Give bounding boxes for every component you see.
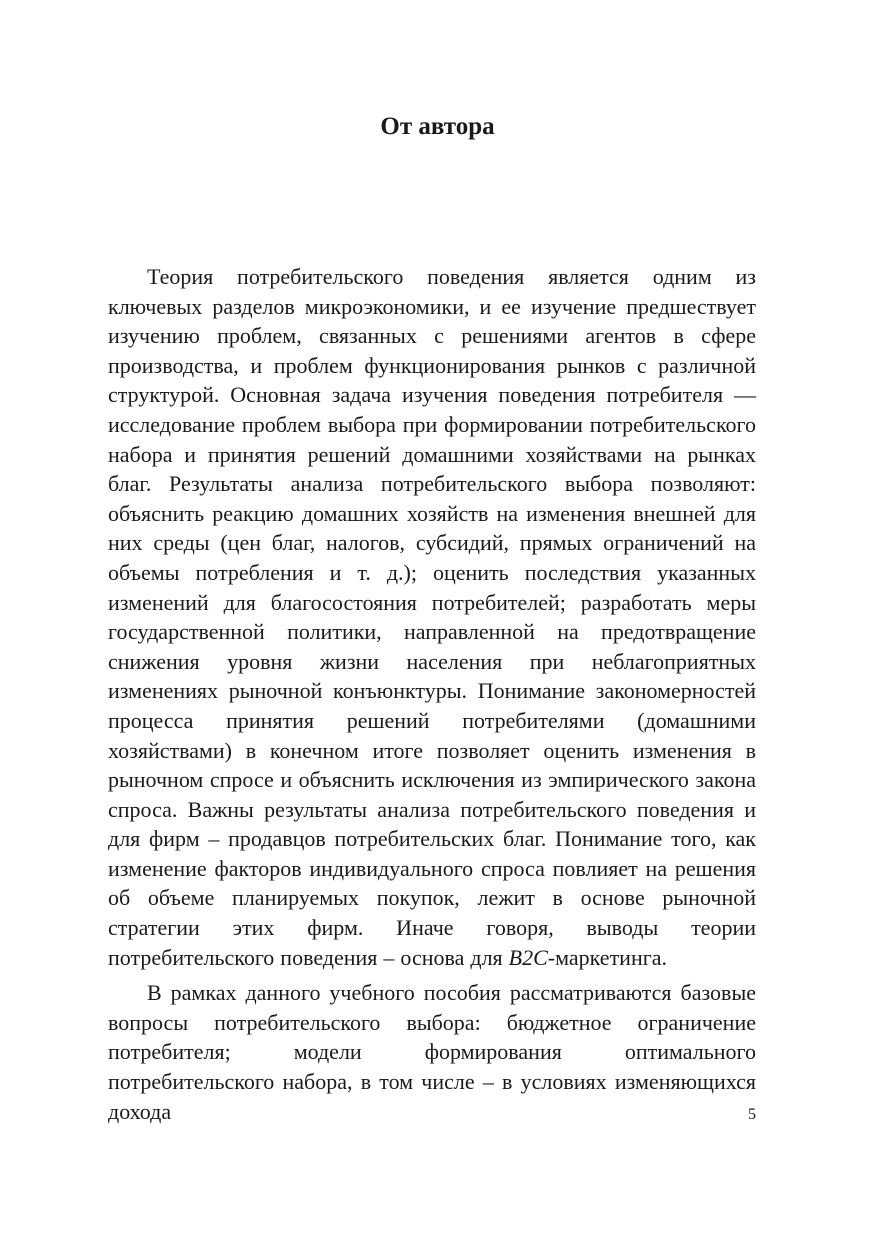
page-number: 5 (748, 1106, 756, 1123)
b2c-term: B2C (508, 944, 548, 970)
chapter-title: От автора (380, 113, 495, 140)
body-text (108, 262, 756, 1126)
paragraph-1-ending: -маркетинга. (547, 944, 668, 970)
paragraph-2: В рамках данного учебного пособия рассматриваются базовые вопросы потребительского выбора: бюджетное ограничение потребителя; модели формирования оптимального потребительского набора, в том числе – в условиях изменяющихся дохода (108, 980, 756, 1124)
paragraph-1-text: Теория потребительского поведения является одним из ключевых разделов микроэкономики, и ее изучение предшествует изучению проблем, связанных с решениями агентов в сфере производства, и проблем функционирования рынков с различной структурой. Основная задача изучения поведения потребителя — исследование проблем выбора при формировании потребительского набора и принятия решений домашними хозяйствами на рынках благ. Результаты анализа потребительского выбора позволяют: объяснить реакцию домашних хозяйств на изменения внешней для них среды (цен благ, налогов, субсидий, прямых ограничений на объемы потребления и т. д.); оценить последствия указанных изменений для благосостояния потребителей; разработать меры государственной политики, направленной на предотвращение снижения уровня жизни населения при неблагоприятных изменениях рыночной конъюнктуры. Понимание закономерностей процесса принятия решений потребителями (домашними хозяйствами) в конечном итоге позволяет оценить изменения в рыночном спросе и объяснить исключения из эмпирического закона спроса. Важны результаты анализа потребительского поведения и для фирм – продавцов потребительских благ. Понимание того, как изменение факторов индивидуального спроса повлияет на решения об объеме планируемых покупок, лежит в основе рыночной стратегии этих фирм. Иначе говоря, выводы теории потребительского поведения – основа для (108, 264, 756, 970)
paragraph-1 (108, 262, 756, 972)
